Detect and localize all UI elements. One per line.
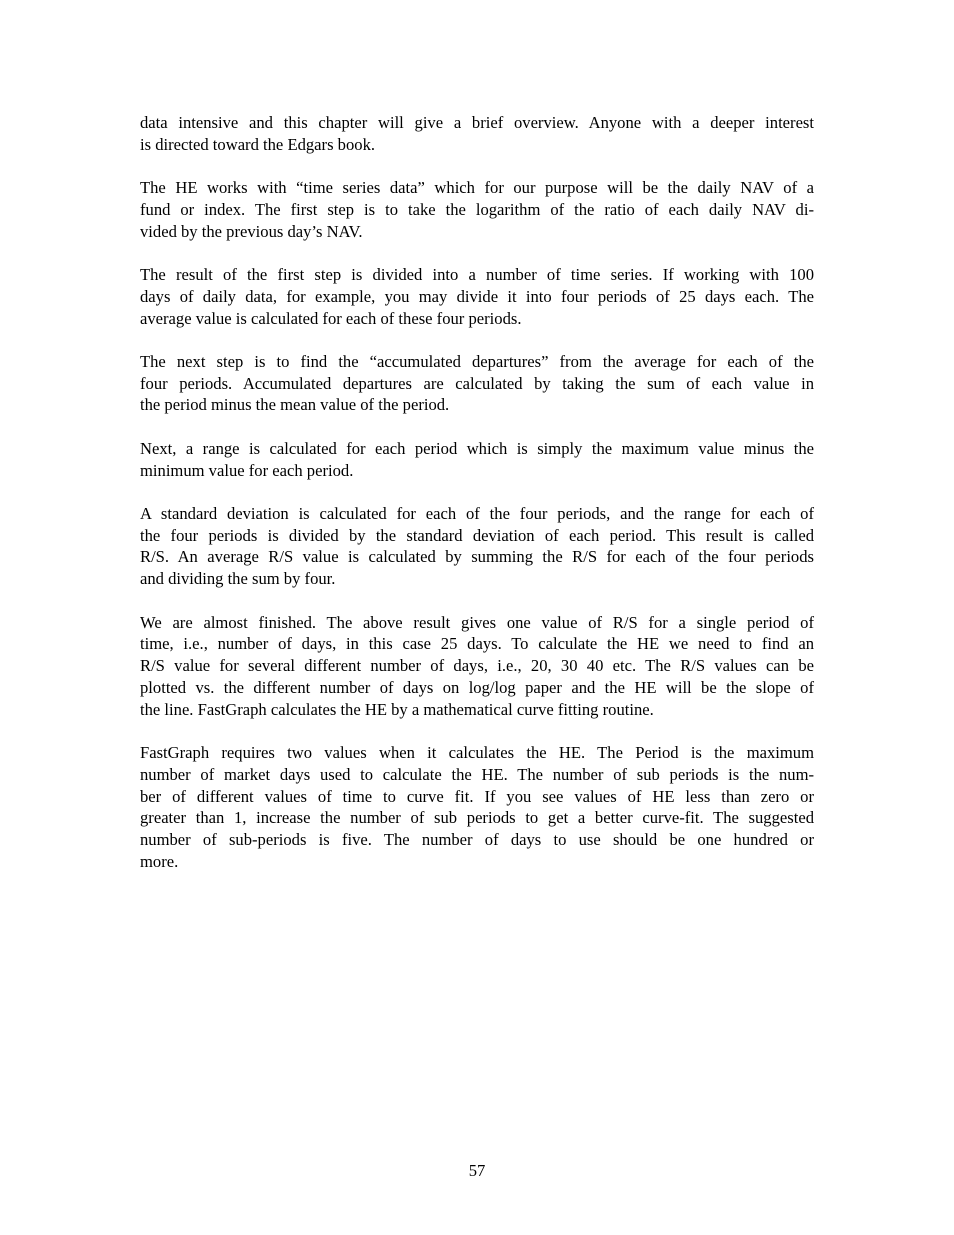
text-line: minimum value for each period.	[140, 460, 354, 480]
paragraph	[140, 438, 814, 482]
text-line: greater than 1, increase the number of sub periods to get a better curve-fit. The suggested	[140, 808, 814, 828]
text-line: A standard deviation is calculated for each of the four periods, and the range for each of	[140, 503, 814, 523]
text-line: We are almost finished. The above result gives one value of R/S for a single period of	[140, 612, 814, 632]
text-line: R/S value for several different number of days, i.e., 20, 30 40 etc. The R/S values can be	[140, 656, 814, 676]
text-line: the line. FastGraph calculates the HE by a mathematical curve fitting routine.	[140, 699, 654, 719]
paragraph	[140, 112, 814, 156]
paragraph	[140, 177, 814, 242]
text-line: data intensive and this chapter will give a brief overview. Anyone with a deeper interest	[140, 113, 814, 132]
text-line: plotted vs. the different number of days on log/log paper and the HE will be the slope of	[140, 677, 814, 697]
text-line: vided by the previous day’s NAV.	[140, 221, 363, 241]
text-line: The next step is to find the “accumulated departures” from the average for each of the	[140, 351, 814, 371]
paragraph	[140, 742, 814, 873]
document-body	[140, 112, 814, 894]
text-line: The HE works with “time series data” which for our purpose will be the daily NAV of a	[140, 178, 814, 198]
text-line: time, i.e., number of days, in this case 25 days. To calculate the HE we need to find an	[140, 634, 814, 654]
text-line: the period minus the mean value of the period.	[140, 395, 450, 415]
text-line: Next, a range is calculated for each period which is simply the maximum value minus the	[140, 438, 814, 458]
text-line: is directed toward the Edgars book.	[140, 134, 376, 154]
text-line: R/S. An average R/S value is calculated by summing the R/S for each of the four periods	[140, 547, 814, 567]
page-number: 57	[468, 1161, 486, 1180]
text-line: more.	[140, 852, 179, 872]
text-line: The result of the first step is divided into a number of time series. If working with 100	[140, 264, 814, 284]
text-line: days of daily data, for example, you may divide it into four periods of 25 days each. The	[140, 286, 814, 306]
text-line: fund or index. The first step is to take the logarithm of the ratio of each daily NAV di-	[140, 199, 814, 219]
text-line: average value is calculated for each of these four periods.	[140, 308, 522, 328]
text-line: the four periods is divided by the standard deviation of each period. This result is called	[140, 525, 814, 545]
paragraph	[140, 503, 814, 590]
text-line: number of market days used to calculate the HE. The number of sub periods is the num-	[140, 764, 814, 784]
text-line: number of sub-periods is five. The number of days to use should be one hundred or	[140, 830, 814, 850]
paragraph	[140, 612, 814, 721]
text-line: and dividing the sum by four.	[140, 569, 336, 589]
text-line: four periods. Accumulated departures are calculated by taking the sum of each value in	[140, 373, 814, 393]
text-line: FastGraph requires two values when it calculates the HE. The Period is the maximum	[140, 743, 814, 763]
paragraph	[140, 351, 814, 416]
paragraph	[140, 264, 814, 329]
text-line: ber of different values of time to curve fit. If you see values of HE less than zero or	[140, 786, 814, 806]
